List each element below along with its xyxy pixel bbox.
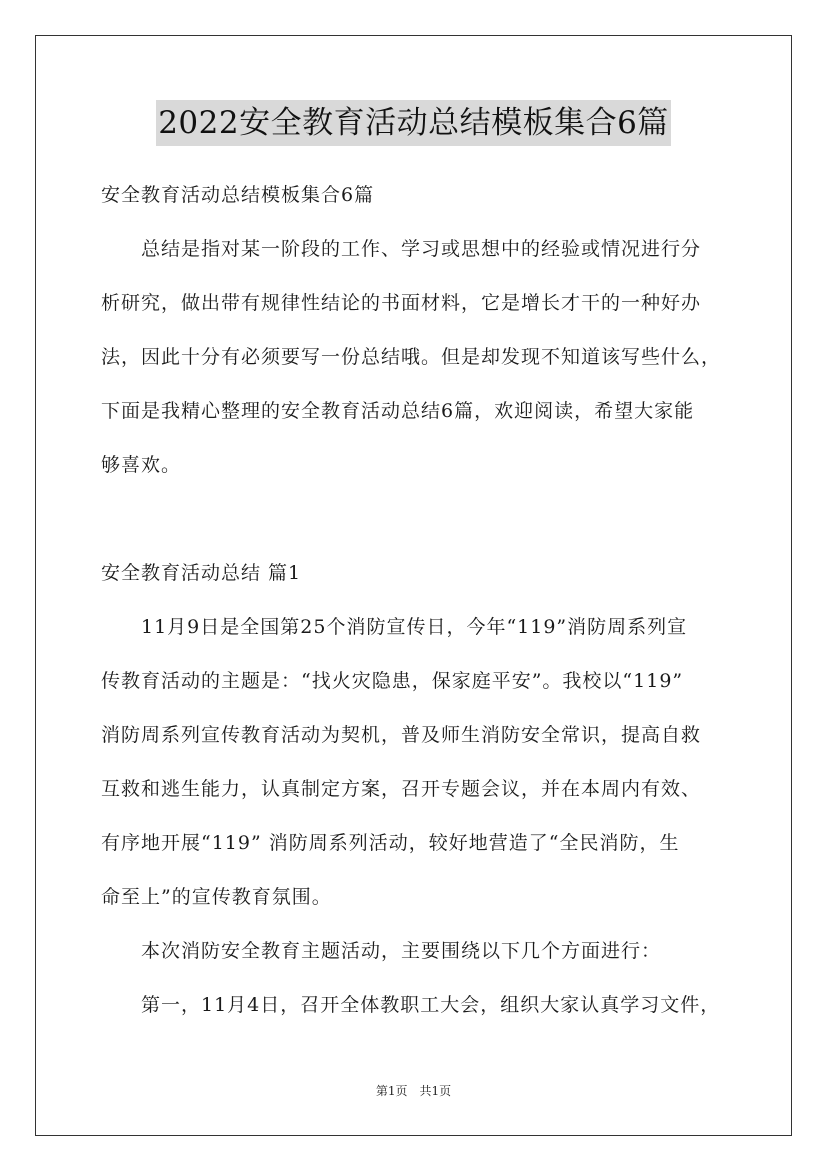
section-line: 第一，11月4日，召开全体教职工大会，组织大家认真学习文件， [101,994,721,1016]
section-heading: 安全教育活动总结 篇1 [101,562,302,584]
section-line: 11月9日是全国第25个消防宣传日，今年“119”消防周系列宣 [101,616,688,638]
intro-line: 总结是指对某一阶段的工作、学习或思想中的经验或情况进行分 [101,238,702,260]
document-title: 2022安全教育活动总结模板集合6篇 [156,100,671,146]
section-line: 传教育活动的主题是：“找火灾隐患，保家庭平安”。我校以“119” [101,670,684,692]
section-line: 命至上”的宣传教育氛围。 [101,886,332,908]
title-container [0,100,827,146]
intro-line: 下面是我精心整理的安全教育活动总结6篇，欢迎阅读，希望大家能 [101,400,695,422]
section-line: 互救和逃生能力，认真制定方案，召开专题会议，并在本周内有效、 [101,778,702,800]
section-line: 本次消防安全教育主题活动，主要围绕以下几个方面进行： [101,940,662,962]
section-line: 有序地开展“119” 消防周系列活动，较好地营造了“全民消防，生 [101,832,680,854]
page-number: 第1页 共1页 [375,1084,452,1098]
section-line: 消防周系列宣传教育活动为契机，普及师生消防安全常识，提高自救 [101,724,702,746]
intro-line: 析研究，做出带有规律性结论的书面材料，它是增长才干的一种好办 [101,292,702,314]
intro-line: 法，因此十分有必须要写一份总结哦。但是却发现不知道该写些什么， [101,346,722,368]
intro-line: 够喜欢。 [101,454,182,476]
document-subtitle: 安全教育活动总结模板集合6篇 [101,184,375,206]
